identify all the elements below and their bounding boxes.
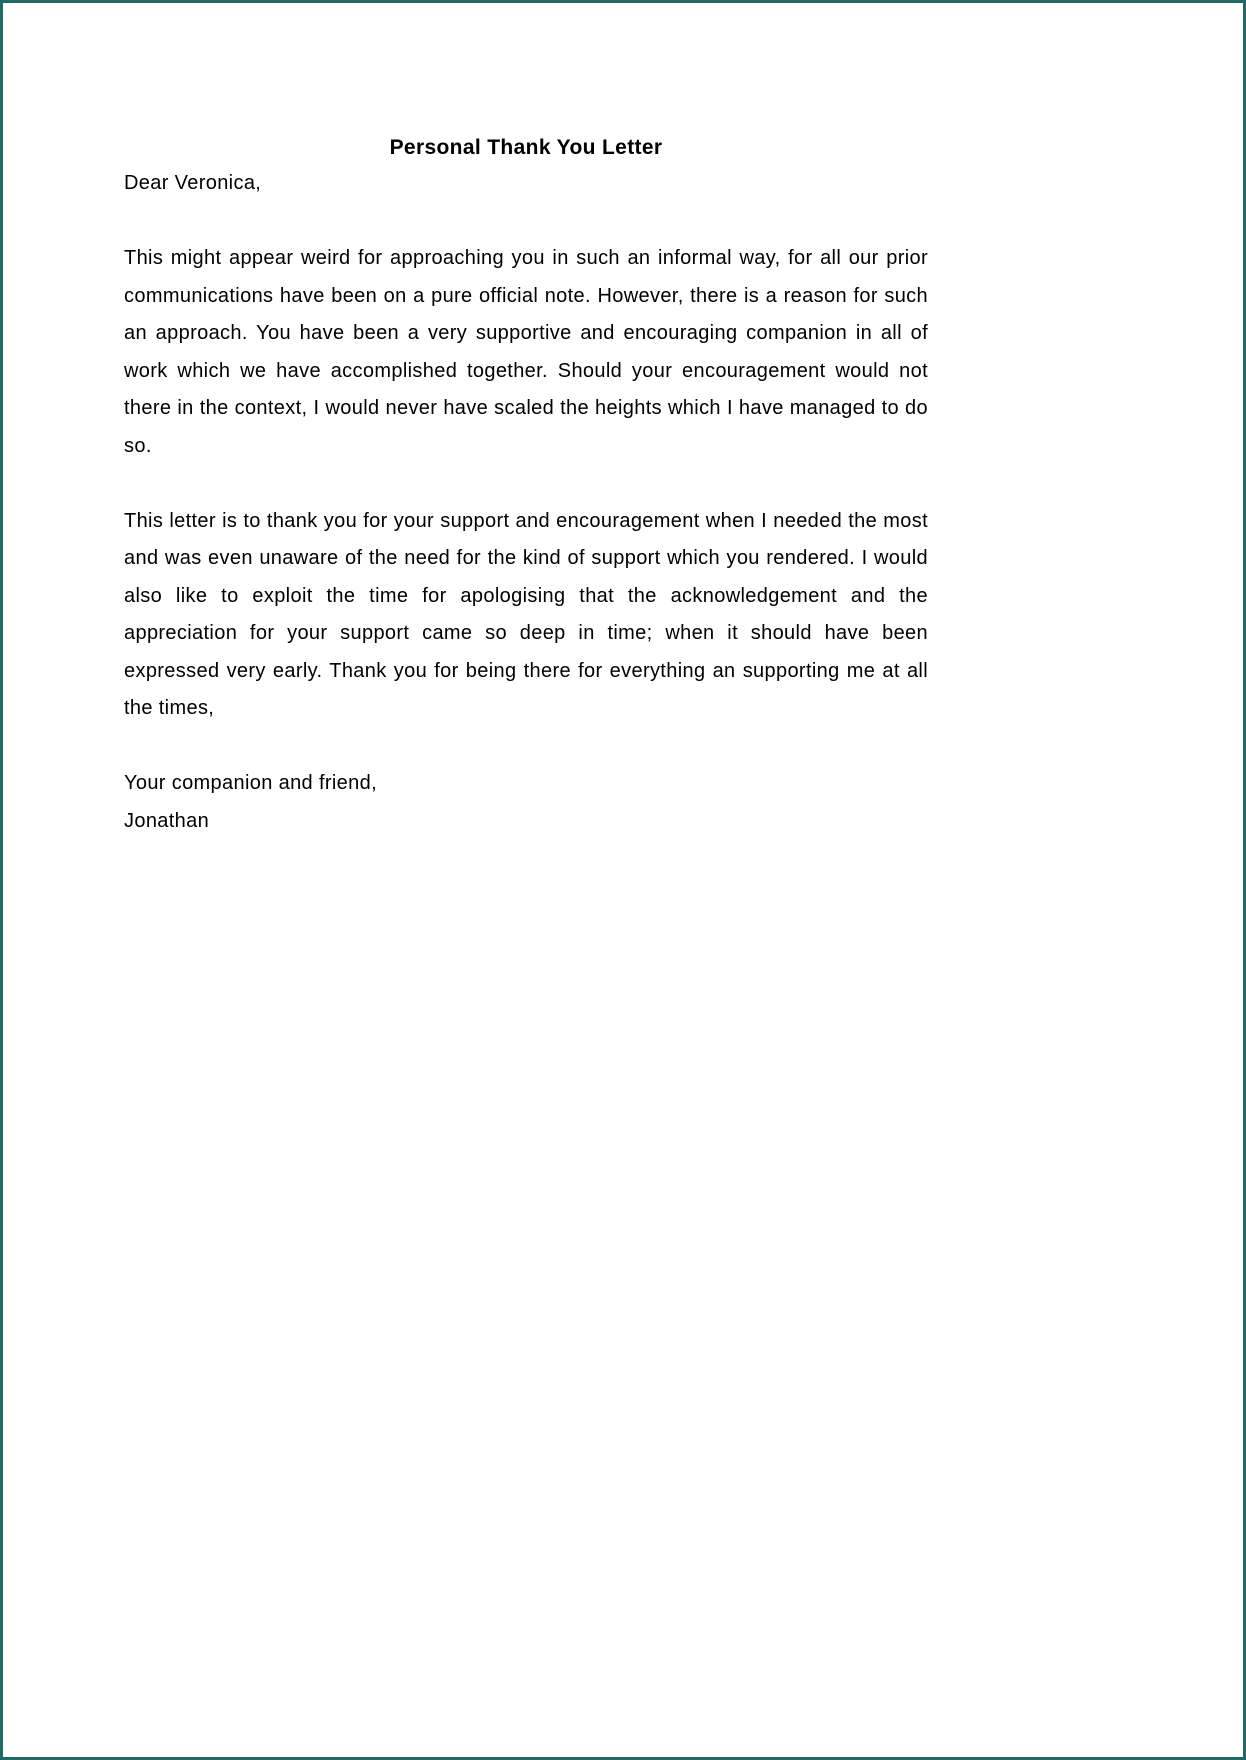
paragraph-spacer [124, 203, 928, 241]
paragraph-spacer [124, 728, 928, 766]
paragraph-spacer [124, 465, 928, 503]
letter-title: Personal Thank You Letter [389, 136, 663, 159]
paragraph-2: This letter is to thank you for your support and encouragement when I needed the most and was even unaware of the need for the kind of support which you rendered. I would also like to exploit the time for apologising that the acknowledgement and the appreciation for your support came so deep in time; when it should have been expressed very early. Thank you for being there for everything an supporting me at all the times, [124, 509, 928, 719]
letter-body [124, 131, 928, 840]
paragraph-1: This might appear weird for approaching you in such an informal way, for all our prior communications have been on a pure official note. However, there is a reason for such an approach. You have been a very supportive and encouraging companion in all of work which we have accomplished together. Should your encouragement would not there in the context, I would never have scaled the heights which I have managed to do so. [124, 247, 928, 457]
salutation: Dear Veronica, [124, 172, 262, 194]
closing: Your companion and friend, [124, 772, 377, 794]
signature: Jonathan [124, 809, 210, 832]
